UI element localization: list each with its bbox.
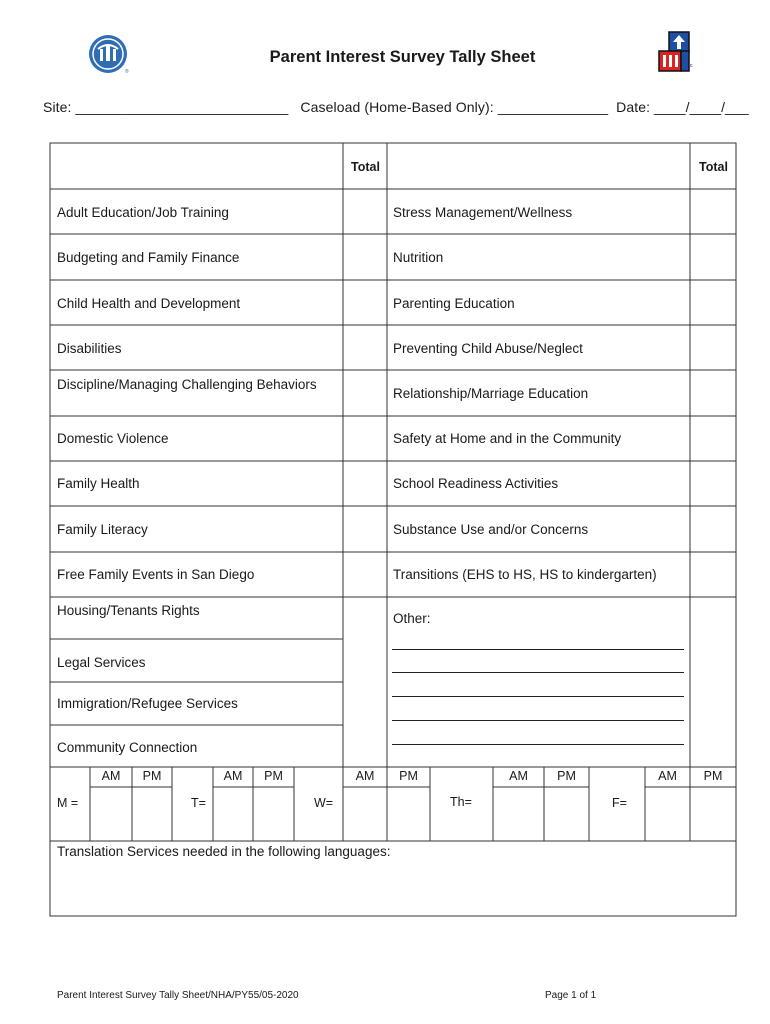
topic-right: Nutrition: [393, 250, 444, 265]
topic-left: Child Health and Development: [57, 296, 241, 311]
svg-text:®: ®: [125, 69, 129, 75]
other-blank-line[interactable]: [392, 744, 684, 745]
am-header: AM: [101, 769, 121, 783]
other-blank-line[interactable]: [392, 672, 684, 673]
topic-right: Relationship/Marriage Education: [393, 386, 589, 401]
am-header: AM: [223, 769, 243, 783]
svg-text:c: c: [690, 63, 693, 69]
day-label-thursday: Th=: [450, 795, 472, 809]
topic-left: Community Connection: [57, 740, 198, 755]
topic-right: Transitions (EHS to HS, HS to kindergarten): [393, 567, 657, 582]
topic-right: Safety at Home and in the Community: [393, 431, 622, 446]
topic-right: Preventing Child Abuse/Neglect: [393, 341, 583, 356]
other-blank-line[interactable]: [392, 720, 684, 721]
day-label-tuesday: T=: [191, 796, 206, 810]
total-header-right: Total: [699, 160, 728, 174]
footer-page-number: Page 1 of 1: [545, 990, 597, 1001]
pm-header: PM: [399, 769, 418, 783]
topic-right: School Readiness Activities: [393, 476, 559, 491]
day-label-wednesday: W=: [314, 796, 334, 810]
am-header: AM: [355, 769, 375, 783]
am-header: AM: [509, 769, 528, 783]
other-blank-line[interactable]: [392, 649, 684, 650]
site-caseload-date-line: Site: ___________________________ Caseload (Home-Based Only): ______________ Date: ____/____/___: [43, 99, 749, 115]
topic-left: Free Family Events in San Diego: [57, 567, 255, 582]
total-header-left: Total: [351, 160, 380, 174]
topic-left: Housing/Tenants Rights: [57, 603, 200, 618]
topic-left: Family Literacy: [57, 522, 148, 537]
topic-right: Stress Management/Wellness: [393, 205, 573, 220]
topic-left: Legal Services: [57, 655, 146, 670]
day-label-monday: M =: [57, 796, 79, 810]
topic-right: Substance Use and/or Concerns: [393, 522, 589, 537]
topic-left: Budgeting and Family Finance: [57, 250, 240, 265]
other-blank-line[interactable]: [392, 696, 684, 697]
other-label: Other:: [393, 611, 431, 626]
translation-services-label: Translation Services needed in the following languages:: [57, 844, 391, 859]
topic-left: Immigration/Refugee Services: [57, 696, 238, 711]
day-label-friday: F=: [612, 796, 627, 810]
topic-left: Disabilities: [57, 341, 122, 356]
topic-left: Domestic Violence: [57, 431, 169, 446]
footer-form-id: Parent Interest Survey Tally Sheet/NHA/PY55/05-2020: [57, 990, 299, 1001]
pm-header: PM: [142, 769, 162, 783]
topic-left: Adult Education/Job Training: [57, 205, 229, 220]
am-header: AM: [658, 769, 677, 783]
topic-left: Family Health: [57, 476, 140, 491]
topic-right: Parenting Education: [393, 296, 515, 311]
page-title: Parent Interest Survey Tally Sheet: [269, 48, 536, 66]
pm-header: PM: [264, 769, 283, 783]
pm-header: PM: [703, 769, 723, 783]
pm-header: PM: [557, 769, 576, 783]
topic-left: Discipline/Managing Challenging Behaviors: [57, 377, 317, 392]
